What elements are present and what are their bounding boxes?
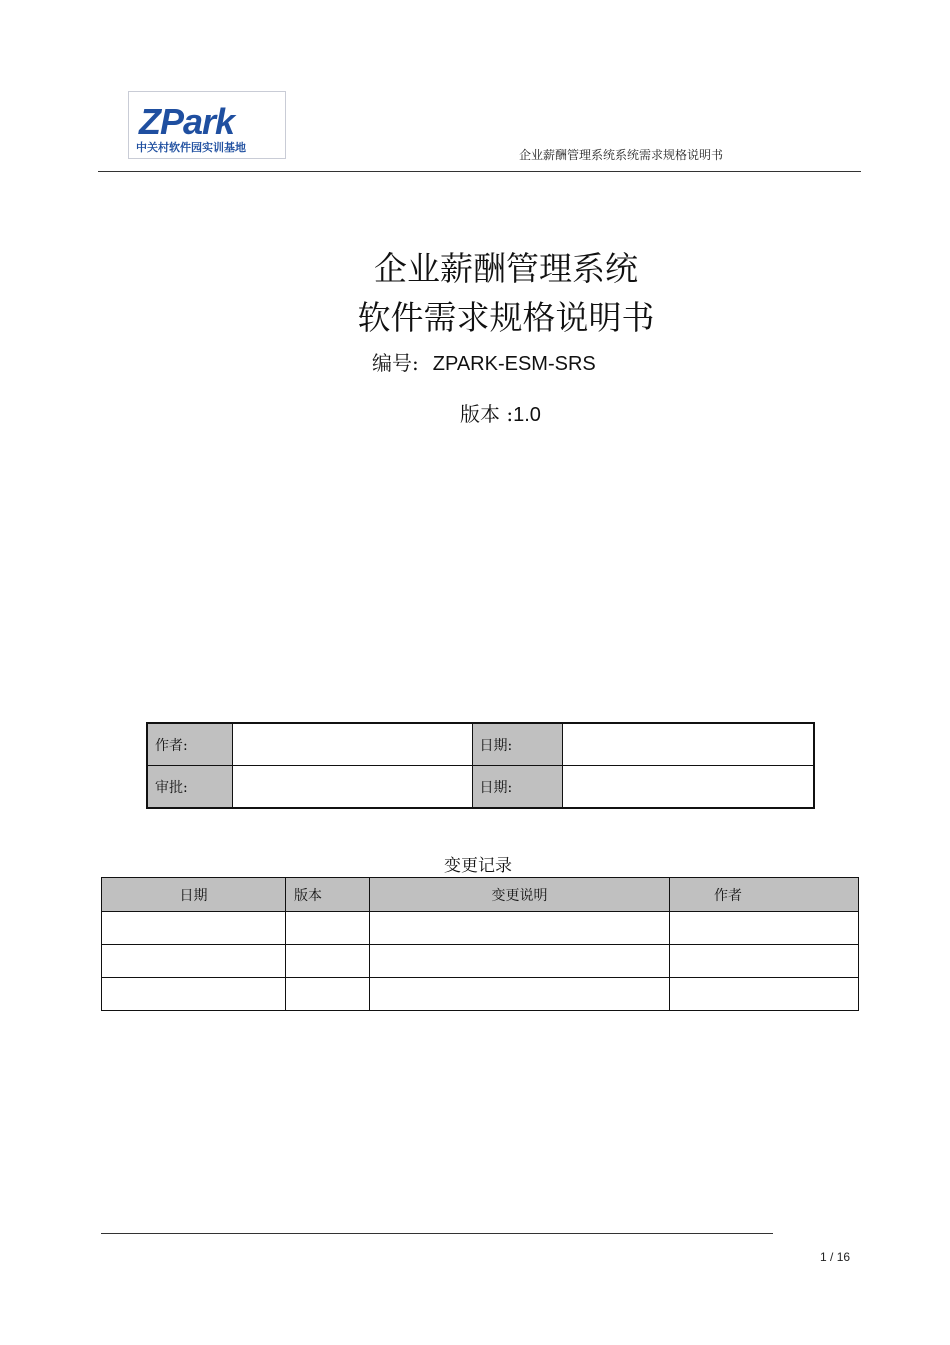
zpark-logo-icon	[129, 92, 285, 158]
doc-number	[372, 347, 596, 376]
cell-date	[102, 978, 286, 1011]
doc-version-value: 1.0	[513, 404, 541, 426]
cell-author	[670, 945, 859, 978]
page-number	[820, 1250, 850, 1264]
cell-version	[286, 978, 370, 1011]
header-author: 作者	[670, 878, 859, 912]
cell-date	[102, 945, 286, 978]
header-rule	[98, 171, 861, 172]
change-log-header-row	[102, 878, 859, 912]
cover-title-line1: 企业薪酬管理系统	[374, 249, 638, 288]
change-log-caption: 变更记录	[444, 856, 512, 876]
page-current: 1	[820, 1250, 827, 1264]
cell-author	[670, 978, 859, 1011]
author-date-label: 日期:	[472, 723, 562, 766]
footer-rule	[101, 1233, 773, 1234]
cell-description	[370, 978, 670, 1011]
cover-title-line2: 软件需求规格说明书	[357, 298, 655, 337]
signoff-row-author	[147, 723, 814, 766]
cell-date	[102, 912, 286, 945]
doc-number-label: 编号:	[372, 351, 419, 375]
doc-version-label: 版本 :	[460, 402, 514, 426]
header-version: 版本	[286, 878, 370, 912]
cell-version	[286, 945, 370, 978]
doc-version	[460, 398, 541, 427]
logo-subtext: 中关村软件园实训基地	[136, 141, 246, 154]
approval-date-value	[562, 766, 814, 809]
page-separator: /	[830, 1250, 834, 1264]
header-date: 日期	[102, 878, 286, 912]
approval-date-label: 日期:	[472, 766, 562, 809]
cell-description	[370, 912, 670, 945]
zpark-logo	[128, 91, 286, 159]
header-description: 变更说明	[370, 878, 670, 912]
cell-description	[370, 945, 670, 978]
signoff-table	[146, 722, 815, 809]
approval-label: 审批:	[147, 766, 232, 809]
logo-wordmark: ZPark	[139, 101, 235, 142]
cell-version	[286, 912, 370, 945]
author-date-value	[562, 723, 814, 766]
author-label: 作者:	[147, 723, 232, 766]
table-row	[102, 912, 859, 945]
change-log-table	[101, 877, 859, 1011]
page-total: 16	[836, 1250, 851, 1264]
author-value	[232, 723, 472, 766]
approval-value	[232, 766, 472, 809]
header-doc-title: 企业薪酬管理系统系统需求规格说明书	[519, 148, 724, 162]
cell-author	[670, 912, 859, 945]
signoff-row-approval	[147, 766, 814, 809]
table-row	[102, 945, 859, 978]
doc-number-value: ZPARK-ESM-SRS	[432, 353, 596, 375]
table-row	[102, 978, 859, 1011]
